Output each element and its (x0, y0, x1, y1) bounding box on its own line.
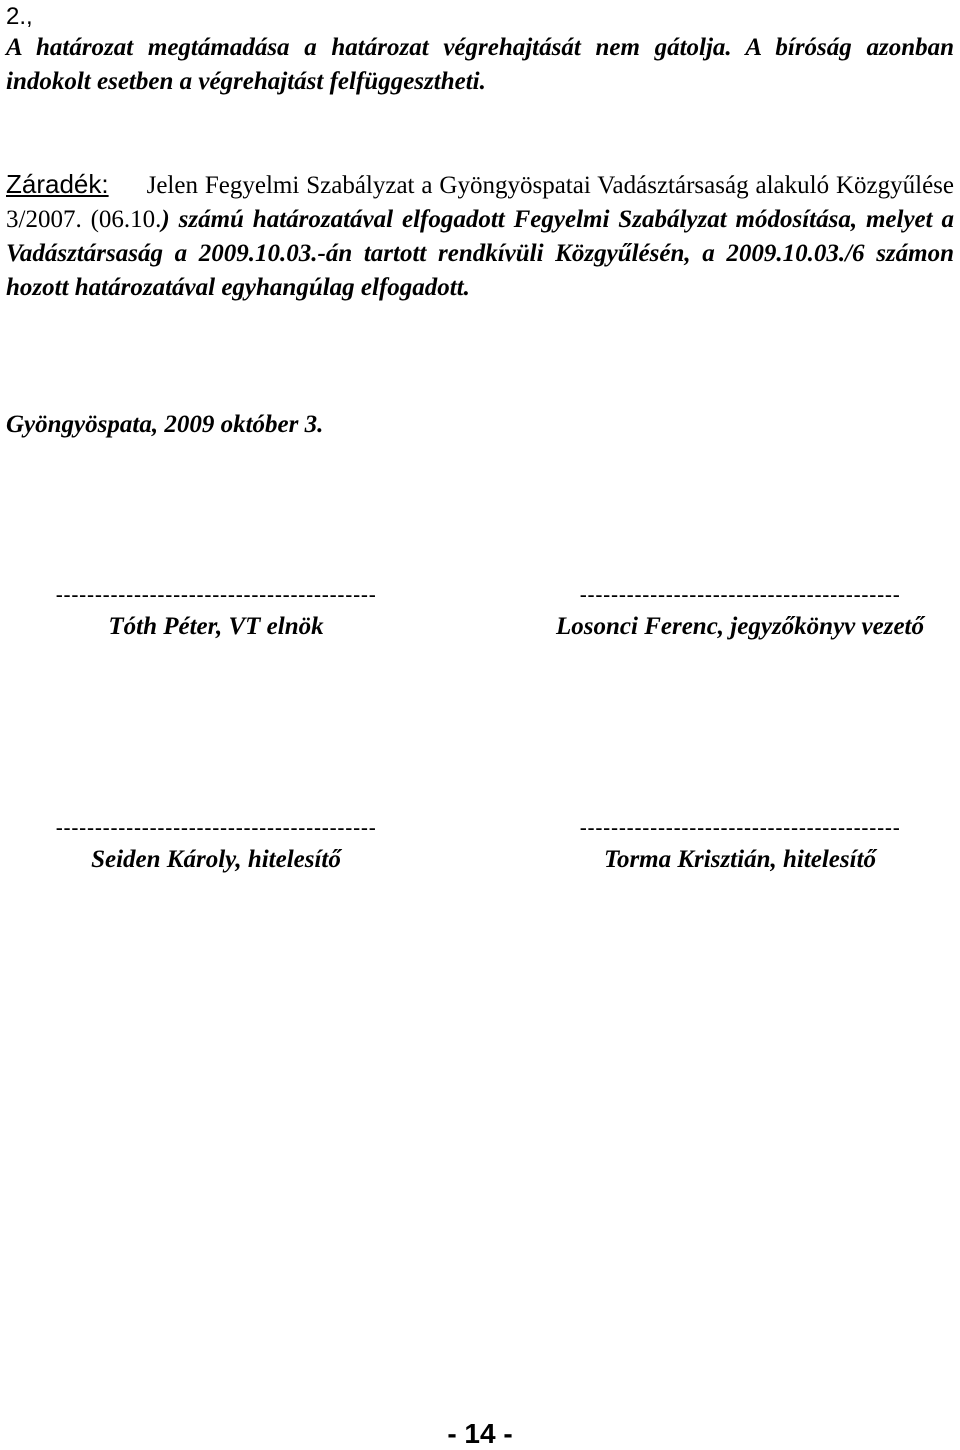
signature-block-authenticator-1 (6, 815, 426, 877)
signature-line: ----------------------------------------- (55, 582, 377, 607)
signature-block-minutes-keeper (526, 582, 954, 644)
signatory-name: Torma Krisztián, hitelesítő (603, 846, 877, 873)
signature-line: ----------------------------------------- (579, 815, 901, 840)
paragraph-appeal-notice: A határozat megtámadása a határozat végrehajtását nem gátolja. A bíróság azonban indokolt esetben a végrehajtást felfüggesztheti. (6, 34, 954, 95)
clause-paragraph (6, 167, 954, 305)
signature-line: ----------------------------------------- (55, 815, 377, 840)
clause-emphasis-text: ) számú határozatával elfogadott Fegyelmi Szabályzat módosítása, melyet a Vadásztársaság a 2009.10.03.-án tartott rendkívüli Közgyűlésén, a 2009.10.03./6 számon hozott határozatával egyhangúlag elfogadott. (6, 206, 954, 301)
signatory-name: Seiden Károly, hitelesítő (91, 846, 341, 873)
page-number: - 14 - (447, 1418, 513, 1449)
signature-line: ----------------------------------------- (579, 582, 901, 607)
place-date: Gyöngyöspata, 2009 október 3. (6, 411, 324, 438)
clause-label: Záradék: (6, 169, 109, 199)
signatory-name: Tóth Péter, VT elnök (108, 613, 324, 640)
section-number: 2., (6, 3, 33, 30)
signatory-name: Losonci Ferenc, jegyzőkönyv vezető (556, 613, 924, 640)
signature-block-president (6, 582, 426, 644)
clause-plain-text: Jelen Fegyelmi Szabályzat a Gyöngyöspatai Vadásztársaság alakuló Közgyűlése 3/2007. (06.10. (6, 172, 954, 233)
signature-block-authenticator-2 (526, 815, 954, 877)
